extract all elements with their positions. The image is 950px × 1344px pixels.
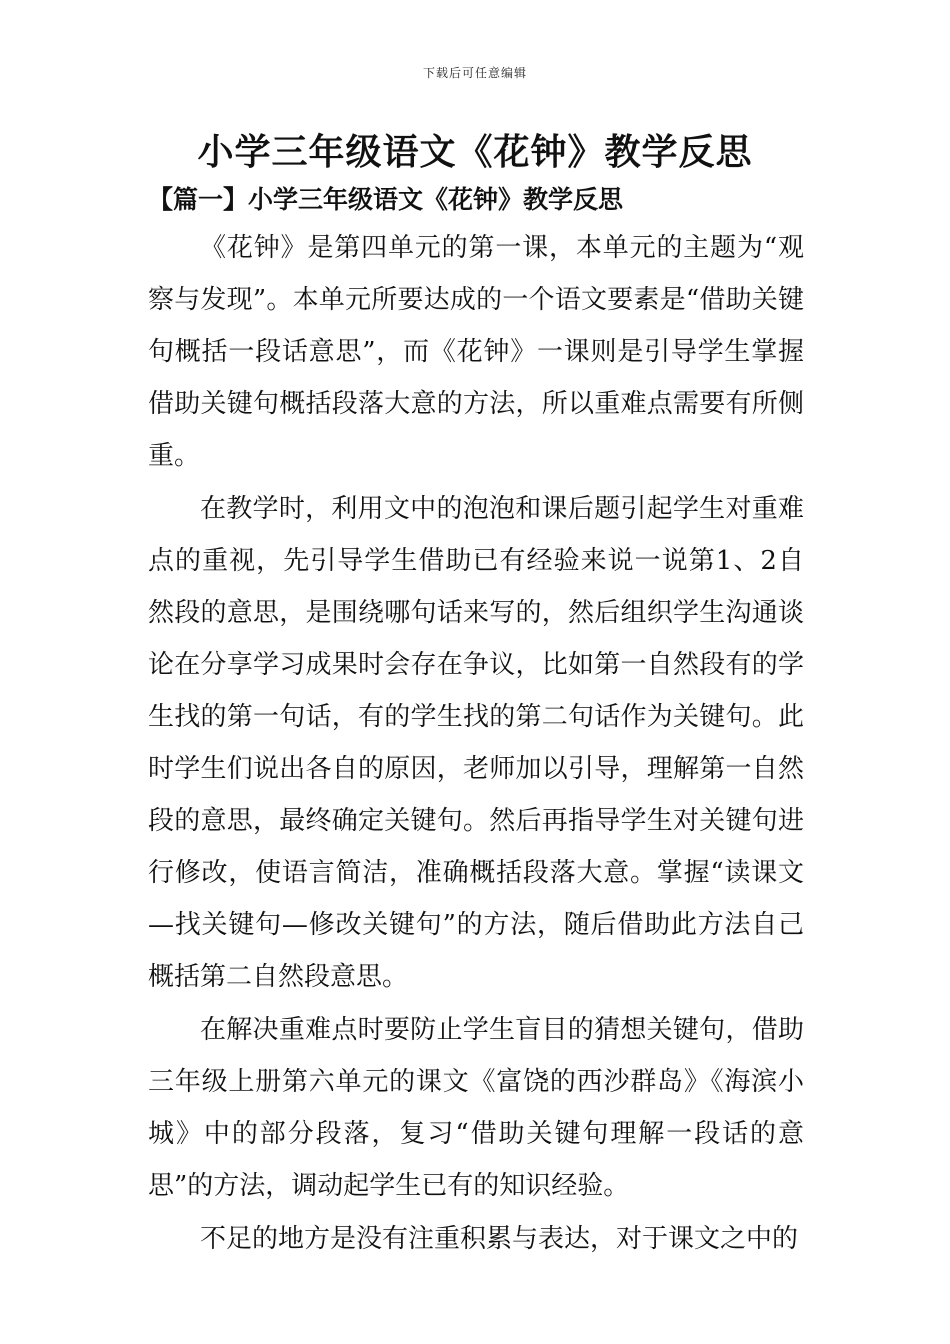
page-title: 小学三年级语文《花钟》教学反思: [197, 131, 753, 173]
paragraph-2: 在教学时，利用文中的泡泡和课后题引起学生对重难点的重视，先引导学生借助已有经验来说一说第1、2自然段的意思，是围绕哪句话来写的，然后组织学生沟通谈论在分享学习成果时会存在争议，比如第一自然段有的学生找的第一句话，有的学生找的第二句话作为关键句。此时学生们说出各自的原因，老师加以引导，理解第一自然段的意思，最终确定关键句。然后再指导学生对关键句进行修改，使语言简洁，准确概括段落大意。掌握“读课文—找关键句—修改关键句”的方法，随后借助此方法自己概括第二自然段意思。: [148, 494, 804, 992]
paragraph-3: 在解决重难点时要防止学生盲目的猜想关键句，借助三年级上册第六单元的课文《富饶的西沙群岛》《海滨小城》中的部分段落，复习“借助关键句理解一段话的意思”的方法，调动起学生已有的知识经验。: [148, 1015, 804, 1201]
header-note: 下载后可任意编辑: [422, 66, 527, 80]
paragraph-4: 不足的地方是没有注重积累与表达，对于课文之中的: [200, 1224, 799, 1254]
article-body: [148, 222, 804, 1266]
section-heading: 【篇一】小学三年级语文《花钟》教学反思: [148, 185, 624, 214]
paragraph-1: 《花钟》是第四单元的第一课，本单元的主题为“观察与发现”。本单元所要达成的一个语文要素是“借助关键句概括一段话意思”，而《花钟》一课则是引导学生掌握借助关键句概括段落大意的方法，所以重难点需要有所侧重。: [148, 233, 804, 471]
